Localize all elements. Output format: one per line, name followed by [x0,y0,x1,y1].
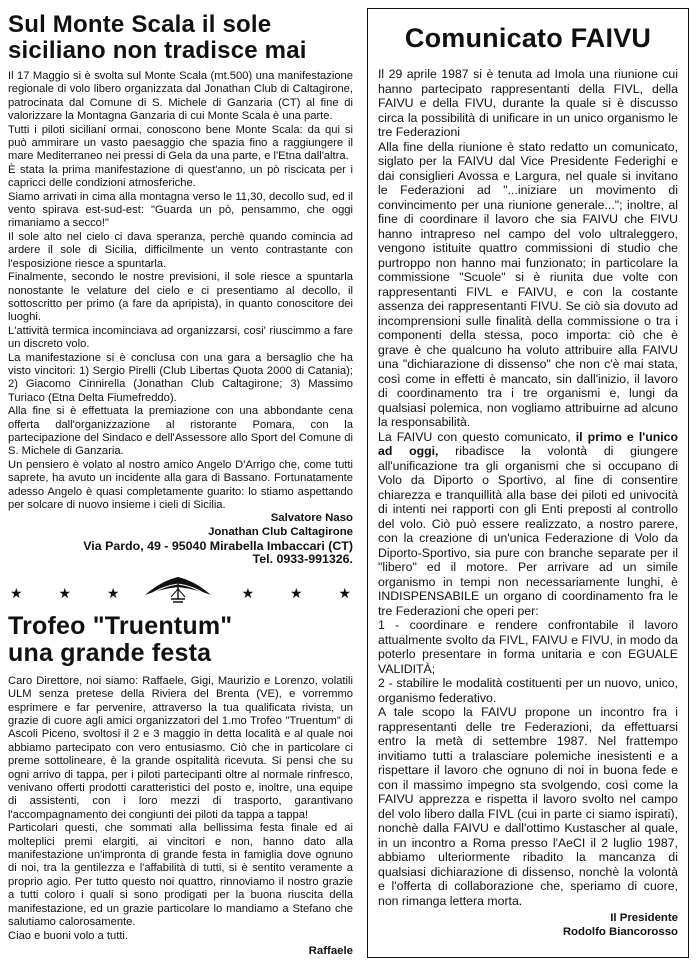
truentum-signature: Raffaele [308,944,353,957]
truentum-body [8,675,353,943]
paragraph-rest: ribadisce la volontà di giungere all'unificazione tra gli organismi che si occupano di Volo da Diporto o Sportivo, al fine di consentire chiarezza e tranquillità alla base dei piloti ed univocità di intenti nei rapporti con gli Enti preposti al controllo del volo. Ciò può essere realizzato, a nostro parere, con la creazione di un'unica Federazione di Volo da Diporto-Sportivo, sia pure con branche separate per il "libero" ed il motore. Per arrivare ad un simile organismo in tempi non necessariamente lunghi, è INDISPENSABILE un organo di coordinamento fra le tre Federazioni che operi per: [378,444,678,618]
article-paragraph: Particolari questi, che sommati alla bellissima festa finale ed ai molteplici premi elargiti, ai vincitori e non, hanno dato alla manifestazione un'impronta di grande festa in famiglia dove ognuno di noi, tra la gentilezza e l'affabilità di tutti, si è sentito veramente a proprio agio. Per tutto questo noi quattro, rinnoviamo il nostro grazie a tutti coloro i quali si sono prodigati per la buona riuscita della manifestazione, ed un grazie particolare lo mandiamo a Stefano che salutiamo calorosamente. [8,822,353,929]
article-paragraph: Un pensiero è volato al nostro amico Angelo D'Arrigo che, come tutti saprete, ha avuto un incidente alla gara di Bassano. Fortunatamente adesso Angelo è quasi completamente guarito: lo stiamo aspettando per solcare di nuovo insieme i cieli di Sicilia. [8,458,353,511]
monte-scala-headline [8,12,353,64]
comunicato-body [378,67,678,908]
article-paragraph: La manifestazione si è conclusa con una gara a bersaglio che ha visto vincitori: 1) Sergio Pirelli (Club Libertas Quota 2000 di Catania); 2) Giacomo Cinnirella (Jonathan Club Caltagirone; 3) Massimo Turiaco (Etna Delta Fiumefreddo). [8,351,353,404]
headline-line-1: Sul Monte Scala il sole [8,11,272,38]
hang-glider-emblem-icon [143,573,213,605]
article-paragraph: Tutti i piloti siciliani ormai, conoscono bene Monte Scala: da qui si può ammirare un vasto paesaggio che spazia fino a raggiungere il mare Mediterraneo nei pressi di Gela da una parte, e l'Etna dall'altra. [8,123,353,163]
headline-line-1: Trofeo "Truentum" [8,611,233,640]
author-club: Jonathan Club Caltagirone [208,526,353,538]
author-name: Salvatore Naso [270,512,353,525]
truentum-headline [8,613,353,667]
monte-scala-signature [8,512,353,566]
article-paragraph: Finalmente, secondo le nostre previsioni, il sole riesce a spuntarla nonostante le velature del cielo e ci presentiamo al decollo, il sottoscritto per primo (a fare da apripista), in quanto conoscitore dei luoghi. [8,271,353,324]
paragraph-start: La FAIVU con questo comunicato, [378,429,576,444]
left-column [8,11,367,959]
right-stars: ★ ★ ★ [241,584,367,601]
article-paragraph: Alla fine della riunione è stato redatto un comunicato, siglato per la FAIVU dal Vice Presidente Federighi e dai consiglieri Avossa e Largura, nel quale si invitano le Federazioni ad "...iniziare un movimento di convincimento per una riunione generale..."; inoltre, al fine di coordinare il lavoro che sia FAIVU che FIVU hanno intrapreso nel campo del volo ultraleggero, vengono istituite quattro commissioni di studio che purtroppo non hanno mai funzionato; in particolare la commissione "Scuole" si è riunita due volte con rappresentanti FIVL e FAIVU, e con la costante assenza dei rappresentanti FIVU. Se ciò sia dovuto ad incomprensioni sulle finalità della commissione o tra i componenti della stessa, poco importa: ciò che è grave è che qualcuno ha voluto attribuire alla FAIVU una "dichiarazione di dissenso" che non c'è mai stata, così come in effetti è mancato, sin dall'inizio, il lavoro di coordinamento tra i tre organismi e, lungi da qualsiasi polemica, non vogliamo attribuirne ad alcuno la responsabilità. [378,139,678,429]
comunicato-signature [378,912,678,939]
article-paragraph: Ciao e buoni volo a tutti. [8,929,129,942]
headline-line-2: siciliano non tradisce mai [8,37,307,64]
left-stars: ★ ★ ★ [10,584,136,601]
author-address: Via Pardo, 49 - 95040 Mirabella Imbaccari (CT) [83,538,353,553]
comunicato-headline: Comunicato FAIVU [404,23,652,53]
article-paragraph: Caro Direttore, noi siamo: Raffaele, Gigi, Maurizio e Lorenzo, volatili ULM senza pretese della Riviera del Brenta (VE), e vorremmo esprimere e far pervenire, attraverso la tua qualificata rivista, un grazie di cuore agli amici organizzatori del 1.mo Trofeo "Truentum" di Ascoli Piceno, svoltosi il 2 e 3 maggio in detta località e al quale noi abbiamo partecipato con vero entusiasmo. Ciò che in particolare ci preme sottolineare, è la grande ospitalità ricevuta. Si pensi che su ogni arrivo di tappa, per i piloti partecipanti oltre al normale rinfresco, venivano offerti prodotti caratteristici del posto e, inoltre, una equipe di assistenti, con i loro mezzi di trasporto, garantivano l'accompagnamento dei congiunti dei piloti da tappa a tappa! [8,674,353,821]
list-item: 2 - stabilire le modalità costituenti per un nuovo, unico, organismo federativo. [378,676,678,705]
signature-name: Rodolfo Biancorosso [562,925,678,938]
article-paragraph: A tale scopo la FAIVU propone un incontro fra i rappresentanti delle tre Federazioni, da effettuarsi entro la metà di settembre 1987. Nel frattempo invitiamo tutti a tralasciare polemiche inesistenti e a rispettare il lavoro che ognuno di noi in buona fede e con il massimo impegno sta svolgendo, così come la FAIVU apprezza e rispetta il lavoro svolto nel campo del volo libero dalla FIVL (cui in parte ci siamo ispirati), nonchè dalla FAIVU e dall'ottimo Kustascher al quale, in un incontro a Roma presso l'AeCI il 2 luglio 1987, abbiamo ulteriormente ribadito la mancanza di qualsiasi dichiarazione di dissenso, nonchè la volontà e l'offerta di collaborazione che, speriamo di cuore, non rimanga lettera morta. [378,705,678,908]
article-paragraph: Siamo arrivati in cima alla montagna verso le 11,30, decollo sud, ed il vento spirava est-sud-est: "Guarda un pò, pensammo, che oggi rimaniamo a secco!" [8,190,353,230]
article-paragraph: È stata la prima manifestazione di quest'anno, un pò riscicata per i capricci delle condizioni atmosferiche. [8,163,353,190]
emphasis-text: il primo e l'unico ad oggi, [378,429,678,458]
monte-scala-body [8,70,353,512]
author-phone: Tel. 0933-991326. [252,552,353,567]
signature-title: Il Presidente [610,912,678,924]
article-paragraph: L'attività termica incominciava ad organizzarsi, cosi' riuscimmo a fare un discreto volo. [8,324,353,351]
article-paragraph [378,430,678,619]
article-paragraph: Il 29 aprile 1987 si è tenuta ad Imola una riunione cui hanno partecipato rappresentanti della FIVL, della FAIVU e della FIVU, durante la quale si è discusso circa la possibilità di unificare in un unico organismo le tre Federazioni [378,67,678,139]
article-paragraph: Il 17 Maggio si è svolta sul Monte Scala (mt.500) una manifestazione regionale di volo libero organizzata dal Jonathan Club di Caltagirone, patrocinata dal Comune di S. Michele di Ganzaria (CT) al fine di valorizzare la Montagna Ganzaria di cui Monte Scala è una parte. [8,70,353,123]
list-item: 1 - coordinare e rendere confrontabile il lavoro attualmente svolto da FIVL, FAIVU e FIVU, in modo da poterlo presentare in forma unitaria e con EGUALE VALIDITÀ; [378,618,678,676]
headline-line-2: una grande festa [8,638,212,667]
comunicato-box [367,8,689,958]
article-paragraph: Alla fine si è effettuata la premiazione con una abbondante cena offerta dall'organizzazione al ristorante Pomara, con la partecipazione del Sindaco e dell'Assessore allo Sport del Comune di S. Michele di Ganzaria. [8,405,353,458]
article-paragraph: Il sole alto nel cielo ci dava speranza, perchè quando comincia ad ardere il sole di Sicilia, difficilmente un vento contrastante con l'esposizione riesce a spuntarla. [8,230,353,270]
section-divider [8,573,367,607]
